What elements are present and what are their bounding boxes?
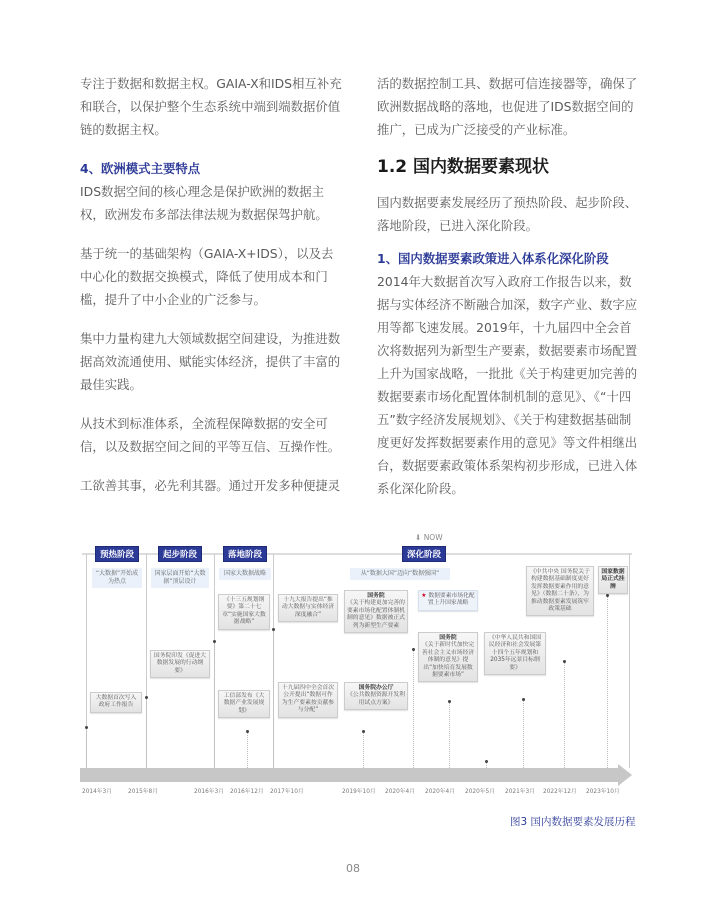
event-org: 国务院办公厅 <box>358 685 394 691</box>
stage-tag: 从“数据大国”迈向“数据强国” <box>350 568 450 580</box>
event-box <box>598 566 628 594</box>
now-label: NOW <box>423 533 443 542</box>
stage-boundary <box>629 554 630 768</box>
event-box <box>344 682 408 710</box>
date-label: 2021年3月 <box>505 789 536 795</box>
event-box <box>418 590 478 611</box>
event-dot <box>213 640 216 643</box>
paragraph: 工欲善其事，必先利其器。通过开发多种便捷灵 <box>80 478 341 493</box>
event-text: 国务院印发《促进大数据发展的行动纲要》 <box>153 653 207 674</box>
event-dot <box>272 628 275 631</box>
event-dot <box>522 698 525 701</box>
stage-deepening: 深化阶段 <box>402 546 446 562</box>
date-label: 2020年5月 <box>465 789 496 795</box>
date-label: 2015年8月 <box>128 789 159 795</box>
event-text: 《公共数据资源开发利用试点方案》 <box>347 692 405 706</box>
stage-start: 起步阶段 <box>158 546 202 562</box>
event-box <box>90 692 142 713</box>
stage-tag: “大数据”开始成为热点 <box>92 568 142 588</box>
stage-preheat: 预热阶段 <box>95 546 139 562</box>
event-box <box>418 632 478 682</box>
date-label: 2019年10月 <box>342 789 376 795</box>
event-dot <box>448 700 451 703</box>
event-dot <box>85 726 88 729</box>
arrow-down-icon: ⬇ <box>415 533 422 542</box>
event-text: 《关于构建更加完善的要素市场化配置体制机制的意见》数据被正式列为新型生产要素 <box>347 600 405 629</box>
date-guide <box>146 698 147 768</box>
event-box <box>218 690 270 718</box>
paragraph: 国内数据要素发展经历了预热阶段、起步阶段、落地阶段，已进入深化阶段。 <box>377 195 638 233</box>
date-label: 2020年4月 <box>385 789 416 795</box>
date-guide <box>449 702 450 768</box>
paragraph: 从技术到标准体系，全流程保障数据的安全可信，以及数据空间之间的平等互信、互操作性。 <box>80 416 341 454</box>
date-label: 2016年12月 <box>230 789 264 795</box>
paragraph: IDS数据空间的核心理念是保护欧洲的数据主权，欧洲发布多部法律法规为数据保驾护航。 <box>80 184 328 222</box>
event-org: 国务院 <box>439 635 457 641</box>
timeline-axis-arrow <box>80 768 628 782</box>
date-label: 2017年10月 <box>270 789 304 795</box>
section-title: 1.2 国内数据要素现状 <box>377 157 550 177</box>
event-box <box>278 682 338 718</box>
now-marker <box>415 533 443 543</box>
event-text: 国家数据局正式挂牌 <box>601 569 625 590</box>
star-icon: ★ <box>421 593 427 599</box>
page-number: 08 <box>346 862 360 875</box>
event-box <box>278 594 338 622</box>
stage-landing: 落地阶段 <box>223 546 267 562</box>
date-label: 2014年3月 <box>82 789 113 795</box>
date-label: 2023年10月 <box>586 789 620 795</box>
event-text: 《中华人民共和国国民经济和社会发展第十四个五年规划和2035年远景目标纲要》 <box>488 635 542 671</box>
event-org: 国务院 <box>367 593 385 599</box>
date-guide <box>607 596 608 768</box>
event-text: 《关于新时代加快完善社会主义市场经济体制的意见》提出“加快培育发展数据要素市场” <box>421 642 475 679</box>
event-dot <box>563 660 566 663</box>
date-guide <box>247 732 248 768</box>
event-dot <box>362 730 365 733</box>
event-box <box>150 650 210 678</box>
date-label: 2022年12月 <box>543 789 577 795</box>
stage-tag: 国家层面开始“大数据”顶层设计 <box>151 568 209 588</box>
date-guide <box>273 630 274 768</box>
paragraph: 专注于数据和数据主权。GAIA-X和IDS相互补充和联合，以保护整个生态系统中端到端数据价值链的数据主权。 <box>80 76 342 137</box>
event-dot <box>606 594 609 597</box>
subheading-europe-features: 4、欧洲模式主要特点 <box>80 161 201 176</box>
date-label: 2016年3月 <box>194 789 225 795</box>
left-column <box>80 72 342 497</box>
event-text: 工信部发布《大数据产业发展规划》 <box>223 693 265 714</box>
stage-tag: 国家大数据战略 <box>219 568 271 580</box>
date-guide <box>86 728 87 768</box>
date-guide <box>363 732 364 768</box>
event-dot <box>145 696 148 699</box>
event-box <box>526 566 594 616</box>
event-box <box>484 632 546 675</box>
date-guide <box>564 662 565 768</box>
date-guide <box>523 700 524 768</box>
event-text: 十九大报告提出“推动大数据与实体经济深度融合” <box>281 597 335 618</box>
paragraph: 集中力量构建九大领域数据空间建设，为推进数据高效流通使用、赋能实体经济，提供了丰富的最佳实践。 <box>80 331 341 392</box>
subheading-domestic-policy: 1、国内数据要素政策进入体系化深化阶段 <box>377 251 609 266</box>
event-box <box>344 590 408 633</box>
timeline-diagram <box>80 532 636 800</box>
event-text: 《十三五规划纲要》第二十七章“实施国家大数据战略” <box>222 597 266 626</box>
event-box <box>218 594 270 630</box>
paragraph: 活的数据控制工具、数据可信连接器等，确保了欧洲数据战略的落地，也促进了IDS数据空间的推广，已成为广泛接受的产业标准。 <box>377 76 638 137</box>
event-dot <box>246 730 249 733</box>
figure-caption: 图3 国内数据要素发展历程 <box>510 816 636 828</box>
date-guide <box>214 642 215 768</box>
date-guide <box>413 650 414 768</box>
paragraph: 2014年大数据首次写入政府工作报告以来，数据与实体经济不断融合加深，数字产业、数字应用等都飞速发展。2019年，十九届四中全会首次将数据列为新型生产要素，数据要素市场配置上升为国家战略，一批批《关于构建更加完善的数据要素市场化配置体制机制的意见》、《“十四五”数字经济发展规划》、《关于构建数据基础制度更好发挥数据要素作用的意见》等文件相继出台，数据要素政策体系架构初步形成，已进入体系化深化阶段。 <box>377 274 638 496</box>
event-text: 数据要素市场化配置上升国家战略 <box>427 593 475 607</box>
event-dot <box>485 760 488 763</box>
event-text: 十九届四中全会首次公开提出“数据可作为生产要素按贡献参与分配” <box>281 685 335 714</box>
right-column <box>377 72 639 500</box>
event-text: 大数据首次写入政府工作报告 <box>95 695 137 709</box>
event-dot <box>412 648 415 651</box>
date-label: 2020年4月 <box>425 789 456 795</box>
paragraph: 基于统一的基础架构（GAIA-X+IDS），以及去中心化的数据交换模式，降低了使用成本和门槛，提升了中小企业的广泛参与。 <box>80 246 334 307</box>
event-text: 《中共中央 国务院关于构建数据基础制度更好发挥数据要素作用的意见》（数据二十条），为推动数据要素发展筑牢政策基础 <box>530 569 590 613</box>
